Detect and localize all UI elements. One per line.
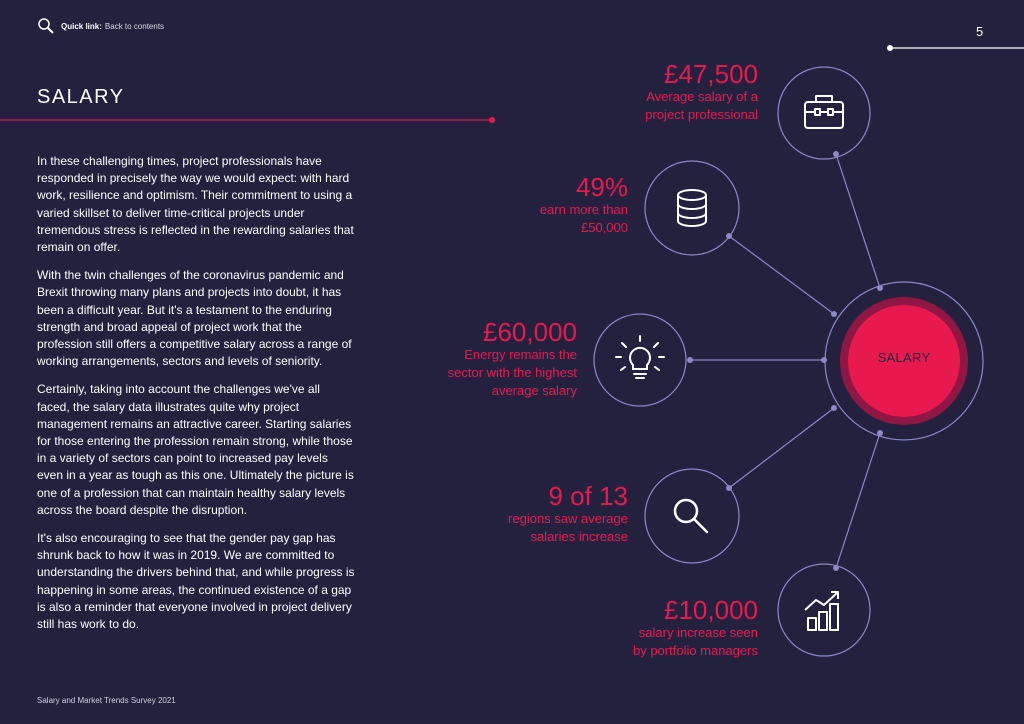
growth-chart-icon <box>805 592 838 630</box>
paragraph: It's also encouraging to see that the gender pay gap has shrunk back to how it was in 2019. We are committed to understanding the drivers behind that, and while progress is happening in some areas, the continued existence of a gap is also a reminder that everyone involved in project delivery still has work to do. <box>37 531 355 632</box>
connector-line <box>836 433 880 568</box>
stat-description: sector with the highest <box>447 365 577 380</box>
stat-description: salaries increase <box>530 529 628 544</box>
page-number: 5 <box>976 24 984 39</box>
stat-energy-sector <box>448 318 577 400</box>
stat-value: 9 of 13 <box>548 481 628 511</box>
connector-dot <box>821 357 827 363</box>
title-underline-dot <box>489 117 495 123</box>
stat-description: salary increase seen <box>638 625 758 640</box>
stat-earn-more <box>540 173 628 237</box>
page-title: SALARY <box>37 86 125 108</box>
paragraph: In these challenging times, project professionals have responded in precisely the way we would expect: with hard work, resilience and optimism. Their commitment to using a varied skillset to deliver time-critical projects under tremendous stress is reflected in the rewarding salaries that remain on offer. <box>37 154 354 255</box>
stat-portfolio-managers <box>633 596 758 660</box>
connector-line <box>729 408 834 488</box>
stat-description: average salary <box>491 383 577 398</box>
magnifier-icon <box>675 500 707 532</box>
connector-dot <box>831 405 837 411</box>
database-icon <box>678 190 706 226</box>
back-to-contents-link[interactable]: Back to contents <box>104 21 165 31</box>
hub-label: SALARY <box>877 350 931 365</box>
stat-value: £10,000 <box>664 595 758 625</box>
stat-description: regions saw average <box>508 511 628 526</box>
stat-description: Energy remains the <box>464 347 577 362</box>
stat-regions <box>508 482 628 546</box>
stat-description: £50,000 <box>581 220 628 235</box>
connector-dot <box>833 151 839 157</box>
icon-ring <box>778 564 870 656</box>
briefcase-icon <box>805 96 843 128</box>
quick-link-label: Quick link: <box>61 21 102 31</box>
body-text <box>37 153 355 644</box>
connector-line <box>836 154 880 288</box>
paragraph: With the twin challenges of the coronavirus pandemic and Brexit throwing many plans and projects into doubt, it has been a difficult year. But it's a testament to the enduring strength and broad appeal of project work that the profession still offers a competitive salary across a range of working arrangements, sectors and levels of seniority. <box>37 268 352 369</box>
stat-description: by portfolio managers <box>632 643 758 658</box>
stat-value: £47,500 <box>664 59 758 89</box>
top-rule-dot <box>887 45 893 51</box>
stat-value: 49% <box>575 172 628 202</box>
stat-average-salary <box>645 60 758 124</box>
stat-description: project professional <box>645 107 758 122</box>
connector-dot <box>831 311 837 317</box>
paragraph: Certainly, taking into account the challenges we've all faced, the salary data illustrates quite why project management remains an attractive career. Starting salaries for those entering the profession remain strong, while those in a variety of sectors can point to increased pay levels even in a year as tough as this one. Ultimately the picture is one of a profession that can maintain healthy salary levels across the board despite the disruption. <box>37 382 354 517</box>
connector-line <box>729 236 834 314</box>
stat-value: £60,000 <box>483 317 577 347</box>
icon-rings <box>594 67 870 656</box>
icon-ring <box>645 469 739 563</box>
lightbulb-icon <box>616 336 664 378</box>
icon-ring <box>594 314 686 406</box>
footer: Salary and Market Trends Survey 2021 <box>37 696 176 705</box>
stat-description: earn more than <box>539 202 628 217</box>
connector-dot <box>687 357 693 363</box>
stat-description: Average salary of a <box>646 89 758 104</box>
